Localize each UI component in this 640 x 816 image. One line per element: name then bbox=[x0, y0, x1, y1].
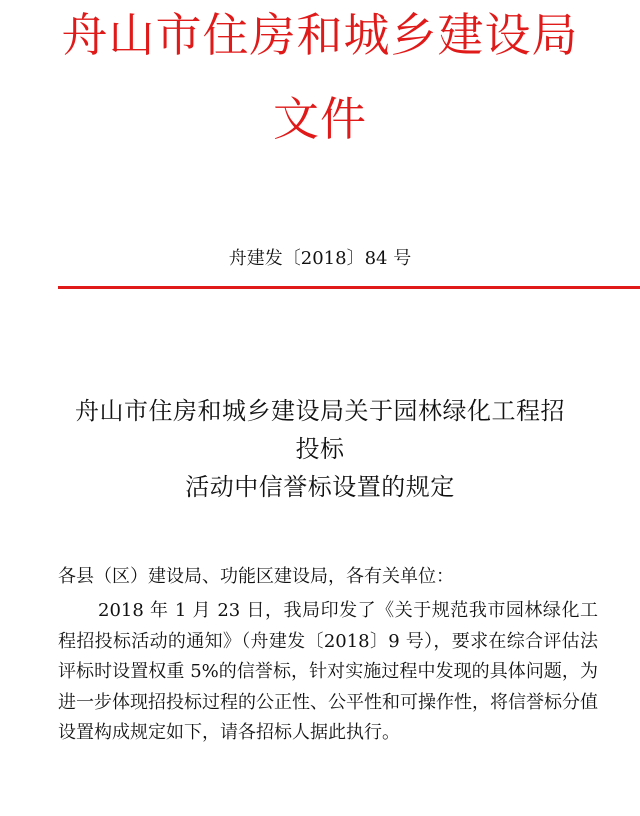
body-paragraph: 2018 年 1 月 23 日，我局印发了《关于规范我市园林绿化工程招投标活动的通知》（舟建发〔2018〕9 号），要求在综合评估法评标时设置权重 5%的信誉标，针对实施过程中发现的具体问题，为进一步体现招投标过程的公正性、公平性和可操作性，将信誉标分值设置构成规定如下，请各招标人据此执行。 bbox=[58, 600, 598, 743]
issuer-title-line1: 舟山市住房和城乡建设局 bbox=[61, 8, 579, 62]
subject-line1: 舟山市住房和城乡建设局关于园林绿化工程招 bbox=[75, 397, 565, 425]
issuer-header bbox=[0, 8, 640, 146]
subject-line2: 投标 bbox=[295, 435, 345, 463]
document-subject bbox=[40, 392, 600, 506]
issuer-title-line2: 文件 bbox=[273, 92, 367, 146]
document-number: 舟建发〔2018〕84 号 bbox=[228, 248, 412, 269]
document-body bbox=[58, 562, 598, 749]
subject-line3: 活动中信誉标设置的规定 bbox=[185, 473, 455, 501]
red-divider-line bbox=[58, 286, 640, 289]
addressee-line: 各县（区）建设局、功能区建设局，各有关单位： bbox=[58, 566, 454, 587]
